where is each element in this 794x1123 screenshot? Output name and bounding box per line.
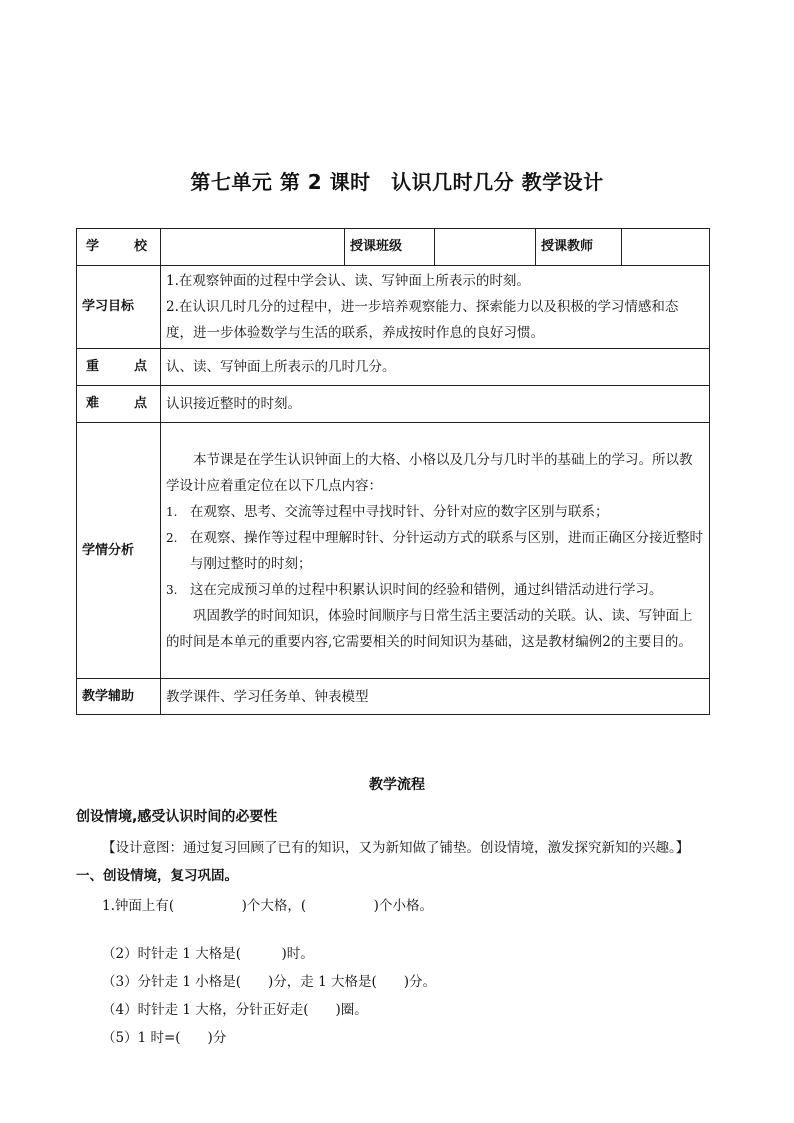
difficulty-label-cell: 难 点 (77, 386, 161, 423)
table-row-difficulty (77, 386, 710, 423)
flow-title: 教学流程 (369, 777, 425, 793)
aids-label-cell: 教学辅助 (77, 679, 161, 715)
analysis-item-3: 3. 这在完成预习单的过程中积累认识时间的经验和错例，通过纠错活动进行学习。 (166, 581, 663, 598)
goal-item-1: 1.在观察钟面的过程中学会认、读、写钟面上所表示的时刻。 (166, 273, 530, 289)
goal-item-2: 2.在认识几时几分的过程中，进一步培养观察能力、探索能力以及积极的学习情感和态度，进一步体验数学与生活的联系，养成按时作息的良好习惯。 (166, 299, 679, 341)
table-row-aids (77, 679, 710, 715)
class-label-cell: 授课班级 (345, 229, 435, 266)
teacher-value-cell (622, 229, 710, 266)
school-label-cell: 学 校 (77, 229, 161, 266)
question-5: （5）1 时=( )分 (102, 1030, 227, 1046)
analysis-label-cell: 学情分析 (77, 423, 161, 679)
table-row-goals (77, 266, 710, 349)
table-row-analysis (77, 423, 710, 679)
table-row-header (77, 229, 710, 266)
analysis-intro: 本节课是在学生认识钟面上的大格、小格以及几分与几时半的基础上的学习。所以教学设计应着重定位在以下几点内容： (166, 451, 693, 494)
analysis-content-cell (161, 423, 710, 679)
teacher-label-cell: 授课教师 (536, 229, 622, 266)
question-4: （4）时针走 1 大格，分针正好走( )圈。 (102, 1002, 368, 1018)
class-value-cell (435, 229, 536, 266)
page-title: 第七单元 第 2 课时 认识几时几分 教学设计 (190, 170, 604, 194)
question-3: （3）分针走 1 小格是( )分，走 1 大格是( )分。 (102, 974, 436, 990)
analysis-item-1: 1. 在观察、思考、交流等过程中寻找时针、分针对应的数字区别与联系； (166, 503, 609, 520)
analysis-outro: 巩固教学的时间知识，体验时间顺序与日常生活主要活动的关联。认、读、写钟面上的时间是本单元的重要内容,它需要相关的时间知识为基础，这是教材编例2的主要目的。 (166, 607, 693, 650)
school-value-cell (161, 229, 345, 266)
section-heading: 创设情境,感受认识时间的必要性 (76, 809, 278, 825)
question-1: 1.钟面上有( )个大格，( )个小格。 (102, 898, 433, 914)
key-point-cell: 认、读、写钟面上所表示的几时几分。 (161, 349, 710, 386)
goal-content-cell (161, 266, 710, 349)
lesson-info-table (76, 228, 710, 715)
design-intent: 【设计意图：通过复习回顾了已有的知识，又为新知做了铺垫。创设情境，激发探究新知的兴趣。】 (102, 840, 690, 856)
key-label-cell: 重 点 (77, 349, 161, 386)
part-one-heading: 一、创设情境，复习巩固。 (76, 868, 238, 884)
difficulty-cell: 认识接近整时的时刻。 (161, 386, 710, 423)
question-2: （2）时针走 1 大格是( )时。 (102, 946, 314, 962)
goal-label-cell: 学习目标 (77, 266, 161, 349)
table-row-key-point (77, 349, 710, 386)
aids-cell: 教学课件、学习任务单、钟表模型 (161, 679, 710, 715)
analysis-item-2: 2. 在观察、操作等过程中理解时针、分针运动方式的联系与区别，进而正确区分接近整时与刚过整时的时刻； (166, 529, 703, 572)
